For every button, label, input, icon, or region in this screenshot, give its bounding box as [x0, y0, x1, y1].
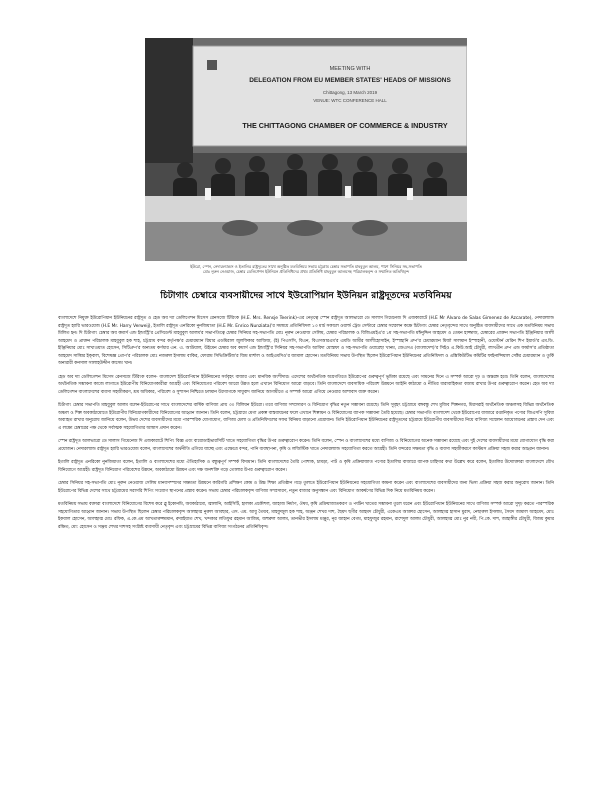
- article-body: [58, 315, 554, 787]
- photo-caption: [130, 264, 482, 275]
- article-paragraph-2: হেড অব দ্যা ডেলিগেশন মিসেস রেনসজে টিরিংক বলেন- বাংলাদেশ ইউরোপিয়ান ইউনিয়নের সর্ববৃহৎ বাজার এবং মানবিক অংশীদার। এদেশের অর্থনৈতিক অগ্রগতিতে ইউরোপের গুরুত্বপূর্ণ ভূমিকা রয়েছে এবং সামনের দিনে এ সম্পর্ক আরো দৃঢ় ও অন্তরঙ্গ হবে। তিনি বলেন, বাংলাদেশের অর্থনৈতিক সম্ভাবনা কাজে লাগাতে ইউরোপীয় বিনিয়োগকারীরা আগ্রহী এবং বিনিয়োগের পরিবেশ আরো উন্নত হলে এখানে বিনিয়োগ আরো বাড়বে। তিনি বাংলাদেশে ব্যবসায়িক পরিবেশ উন্নয়নে আইনি কাঠামো ও নীতির ধারাবাহিকতা বজায় রাখার উপর গুরুত্বারোপ করেন। হেড অব দ্যা ডেলিগেশন বাংলাদেশের ব্যবসা সহজীকরণ, শ্রম অধিকার, পরিবেশ ও সুশাসন নিশ্চিতে চলমান উদ্যোগকে সাধুবাদ জানিয়ে আগামীতে এ সম্পর্ক আরো এগিয়ে নেওয়ার আশাবাদ ব্যক্ত করেন।: [58, 374, 554, 395]
- banner-line-5: THE CHITTAGONG CHAMBER OF COMMERCE & INDUSTRY: [242, 121, 448, 130]
- banner-line-2: DELEGATION FROM EU MEMBER STATES' HEADS OF MISSIONS: [249, 77, 451, 84]
- caption-line-1: ইউরো, স্পেন, নেদারল্যান্ডস ও ইতালির রাষ্ট্রদূতের সাথে অনুষ্ঠিত মতবিনিময় সভায় চট্টগ্রাম চেম্বার সভাপতি মাহবুবুল আলম, পাশে সিনিয়র সহ-সভাপতি: [190, 264, 422, 269]
- article-headline: চিটাগাং চেম্বারে ব্যবসায়ীদের সাথে ইউরোপিয়ান ইউনিয়ন রাষ্ট্রদূতদের মতবিনিময়: [160, 290, 452, 301]
- article-paragraph-1: বাংলাদেশে নিযুক্ত ইউরোপিয়ান ইউনিয়নের রাষ্ট্রদূত ও হেড অব দ্যা ডেলিগেশন মিসেস রেনসজে টিরিংক (H.E. Mrs. Rensje Teerink)-এর নেতৃত্বে স্পেন রাষ্ট্রদূত আলভারো ডে সালাস গিমেনেজ দি এজকারাটে (H.E Mr Alvaro de Salas Gimenez de Azcarate), নেদারল্যান্ড রাষ্ট্রদূত হ্যারি ভারওয়েজ (H.E Mr. Harry Verweij), ইতালি রাষ্ট্রদূত এনরিকো নুনজিয়াতা (H.E Mr. Enrico Nunziata)'র সমন্বয়ে প্রতিনিধিদল ১৩ মার্চ সকালে ওয়ার্ল্ড ট্রেড সেন্টারে চেম্বার সম্মেলন কক্ষে চিটাগাং চেম্বার নেতৃবৃন্দের সাথে অনুষ্ঠিত ব্যবসায়ীদের সাথে এক মতবিনিময় সভায় মিলিত হন। দি চিটাগাং চেম্বার অব কমার্স এন্ড ইন্ডাস্ট্রি'র প্রেসিডেন্ট মাহবুবুল আলম'র সভাপতিত্বে চেম্বার সিনিয়র সহ-সভাপতি মোঃ নূরুন নেওয়াজ সেলিম, চেম্বার পরিচালক ও বিজিএমইএ'র ১ম সহ-সভাপতি মঈনুদ্দিন আহমেদ ও তেমন হাজ্জাজ, চেম্বারের প্রাক্তন সভাপতি ইঞ্জিনিয়ার আলী আহমেদ ও প্রাক্তন পরিচালক মাহবুবুল হক শাহ, চট্টগ্রাম বন্দর কর্তৃপক্ষ'র চেয়ারম্যান রিয়ার এডমিরাল জুলফিকার আজিজ, (ই) পিএসসি, বিএন, বিএসআরএম'র এমডি আমীর আলীহোসাইন, ইস্পাহানি গ্রুপ'র চেয়ারম্যান মির্জা সালমান ইস্পাহানী, ওয়েস্টার্ন মেরিন শিপ ইয়ার্ড'র এম.ডি. ইঞ্জিনিয়ার মোঃ সাখাওয়াত হোসেন, সিটিগ্রুপ'র অন্যতম কর্ণধার এন. এ. আউয়াল, উইমেন চেম্বার অব কমার্স এন্ড ইন্ডাস্ট্রি'র সিনিয়র সহ-সভাপতি আবিদা মোস্তফা ও সহ-সভাপতি ওয়ারেছা খানম, জেএসএ (বাংলাদেশ)'র সিইও এ.কিউ.আই চৌধুরী, লাসপ্রীন গ্রুপ এন্ড ফার্মাস'র প্রতিষ্ঠাতা আহমেদ সাব্বির ইক্‌বাল, বিশেষজ্ঞ প্রোপ'র পরিচালক মোঃ নজরুল ইসলাম বাকির, ফোরাম সিভিক্রিটিজ'র জিম মার্শাল ও আইএমসিও'র জামাল হোসেন। মতবিনিময় সভায় উপস্থিত ছিলেন ইউরোপিয়ান ইউনিয়নের প্রতিনিধিদল ও এক্সিকিউটিভ কমিটির ফাইনান্সিয়াল সেক্টর চেয়ারম্যান ও তুর্কি অনারারী কনসাল সালাহউদ্দীন কাসেম খান।: [58, 316, 554, 366]
- article-paragraph-3: চিটাগাং চেম্বার সভাপতি মাহবুবুল আলম বলেন-ইউরোপের সাথে বাংলাদেশের বার্ষিক বাণিজ্য প্রায় ৩০ বিলিয়ন ইউরো। তবে বাণিজ্য সম্প্রসারণ ও বিনিয়োগ বৃদ্ধির নতুন সম্ভাবনা রয়েছে। তিনি সুবৃহৎ চট্টগ্রামে বঙ্গবন্ধু শেখ মুজিব শিল্পনগর, মিরসরাই অর্থনৈতিক অঞ্চলসহ বিভিন্ন অর্থনৈতিক অঞ্চল ও শিল্প অবকাঠামোতে ইউরোপীয় বিনিয়োগকারীদের বিনিয়োগের আহ্বান জানান। তিনি বলেন, চট্টগ্রামে মেগা প্রকল্প বাস্তবায়নের ফলে এখানে শিল্পায়ন ও বিনিয়োগের ব্যাপক সম্ভাবনা তৈরি হয়েছে। চেম্বার সভাপতি বাংলাদেশ থেকে ইউরোপের বাজারে রপ্তানিকৃত পণ্যের জিএসপি সুবিধা অব্যাহত রাখার অনুরোধ জানিয়ে বলেন, উভয় দেশের ব্যবসায়ীদের মধ্যে পারস্পরিক যোগাযোগ, বাণিজ্য মেলা ও প্রতিনিধিদলের সফর বিনিময় বাড়ানো প্রয়োজন। তিনি ইউরোপিয়ান ইউনিয়নের রাষ্ট্রদূতদের চট্টগ্রামে ইউরোপীয় ব্যবসায়ীদের নিয়ে বাণিজ্য সম্মেলন আয়োজনের প্রস্তাব দেন এবং এ লক্ষ্যে চেম্বারের পক্ষ থেকে সর্বাত্মক সহযোগিতার আশ্বাস প্রদান করেন।: [58, 403, 554, 431]
- article-paragraph-5: ইতালি রাষ্ট্রদূত এনরিকো নুনজিয়াতা বলেন, ইতালি ও বাংলাদেশের মধ্যে ঐতিহাসিক ও বন্ধুত্বপূর্ণ সম্পর্ক বিদ্যমান। তিনি বাংলাদেশের তৈরি পোশাক, চামড়া, পাট ও কৃষি প্রক্রিয়াজাত পণ্যের ইতালির বাজারে ব্যাপক চাহিদার কথা উল্লেখ করে বলেন, ইতালির উদ্যোক্তারা বাংলাদেশে যৌথ বিনিয়োগে আগ্রহী। রাষ্ট্রদূত বিনিয়োগ পরিবেশের উন্নয়ন, অবকাঠামো উন্নয়ন এবং দক্ষ জনশক্তি গড়ে তোলার উপর গুরুত্বারোপ করেন।: [58, 460, 554, 473]
- banner-line-3: Chittagong, 13 March 2019: [322, 90, 378, 95]
- caption-line-2: মোঃ নূরুন নেওয়াজ, চেম্বার ডেলিগেশন ইউনিয়ন প্রতিনিধিদের প্রথম প্রতিনিধি মাহবুবুল আলমসহ পরিচালকবৃন্দ ও সম্মানিত অতিথিবৃন্দ: [203, 269, 409, 275]
- banner-line-1: MEETING WITH: [329, 66, 371, 72]
- banner-line-4: VENUE: WTC CONFERENCE HALL: [313, 98, 387, 103]
- article-paragraph-4: স্পেন রাষ্ট্রদূত আলভারো ডে সালাস গিমেনেজ দি এজকারাটে শিপিং বিজ্ঞ এবং বায়োডাইভারসিটি খাতে সহযোগিতা বৃদ্ধির উপর গুরুত্বারোপ করেন। তিনি বলেন, স্পেন ও বাংলাদেশের মধ্যে বাণিজ্য ও বিনিয়োগের অনেক সম্ভাবনা রয়েছে এবং দুই দেশের ব্যবসায়ীদের মধ্যে যোগাযোগ বৃদ্ধি করা প্রয়োজন। নেদারল্যান্ড রাষ্ট্রদূত হ্যারি ভারওয়েজ বলেন, বাংলাদেশের অর্থনীতি এগিয়ে যাচ্ছে এবং এক্ষেত্রে বন্দর, পানি ব্যবস্থাপনা, কৃষি ও লজিস্টিক খাতে নেদারল্যান্ড সহযোগিতা করতে আগ্রহী। তিনি বন্দরের সক্ষমতা বৃদ্ধি ও ব্যবসা সহজীকরণে কাস্টমস প্রক্রিয়া সহজ করার আহ্বান জানান।: [58, 439, 554, 452]
- meeting-photo: [145, 38, 467, 261]
- article-paragraph-7: মতবিনিময় সভায় বক্তারা বাংলাদেশে বিনিয়োগের বিশেষ করে ব্লু ইকোনমি, অবকাঠামো, জ্বালানি, আইসিটি, হালকা প্রকৌশল, জাহাজ নির্মাণ, ঔষধ, কৃষি প্রক্রিয়াজাতকরণ ও পর্যটন খাতের সম্ভাবনা তুলে ধরেন এবং ইউরোপিয়ান ইউনিয়নের সাথে বাণিজ্য সম্পর্ক আরো সুদৃঢ় করতে পারস্পরিক সহযোগিতার আহ্বান জানান। সভায় উপস্থিত ছিলেন চেম্বার পরিচালকবৃন্দ আলহাজ্ব নুরুল আবছার, এস. এম. আবু তৈয়ব, মাহফুজুল হক শাহ, অঞ্জন শেখর দাশ, ছৈয়দ ছগীর আহমদ চৌধুরী, একেএম আক্তার হোসেন, আলহাজ্ব হাসান মুরাদ, নেছারুল ইসলাম, সৈয়দ জামাল আহমেদ, মোঃ ইকবাল হোসেন, আলহাজ্ব মোঃ রফিক, এ.কে.এম আখতারুজ্জামান, রুবাইয়াত শেখ, খন্দকার লতিফুর রহমান আজিম, জহুরুল আলম, তানভীর ইসলাম মঞ্জুর, নূর জাহান বেগম, মাহফুজুর রহমান, রাশেদুল আলম চৌধুরী, আলহাজ্ব মোঃ নুর নবী, পি.কে. দাশ, জাহাঙ্গীর চৌধুরী, বিজয় কুমার রক্ষিত, মো: হোসেন ও সঞ্জয় শেখর দাশসহ সংশ্লিষ্ট ব্যবসায়ী নেতৃবৃন্দ এবং চট্টগ্রামের বিভিন্ন বাণিজ্য সংগঠনের প্রতিনিধিবৃন্দ।: [58, 502, 554, 530]
- article-paragraph-6: চেম্বার সিনিয়র সহ-সভাপতি মোঃ নূরুন নেওয়াজ সেলিম মানবসম্পদের সক্ষমতা উন্নয়নে কারিগরি প্রশিক্ষণ কেন্দ্র ও উচ্চ শিক্ষা প্রতিষ্ঠান গড়ে তুলতে ইউরোপিয়ান ইউনিয়নের সহযোগিতা কামনা করেন এবং বাংলাদেশের ব্যবসায়ীদের জন্য ভিসা প্রক্রিয়া সহজ করার অনুরোধ জানান। তিনি ইউরোপের বিভিন্ন দেশের সাথে চট্টগ্রামের সরাসরি শিপিং সংযোগ স্থাপনের প্রস্তাব করেন। সভায় চেম্বার পরিচালকবৃন্দ বাণিজ্য সম্প্রসারণ, নতুন বাজার অনুসন্ধান এবং বিনিয়োগ আকর্ষণের বিভিন্ন দিক নিয়ে মতবিনিময় করেন।: [58, 481, 554, 494]
